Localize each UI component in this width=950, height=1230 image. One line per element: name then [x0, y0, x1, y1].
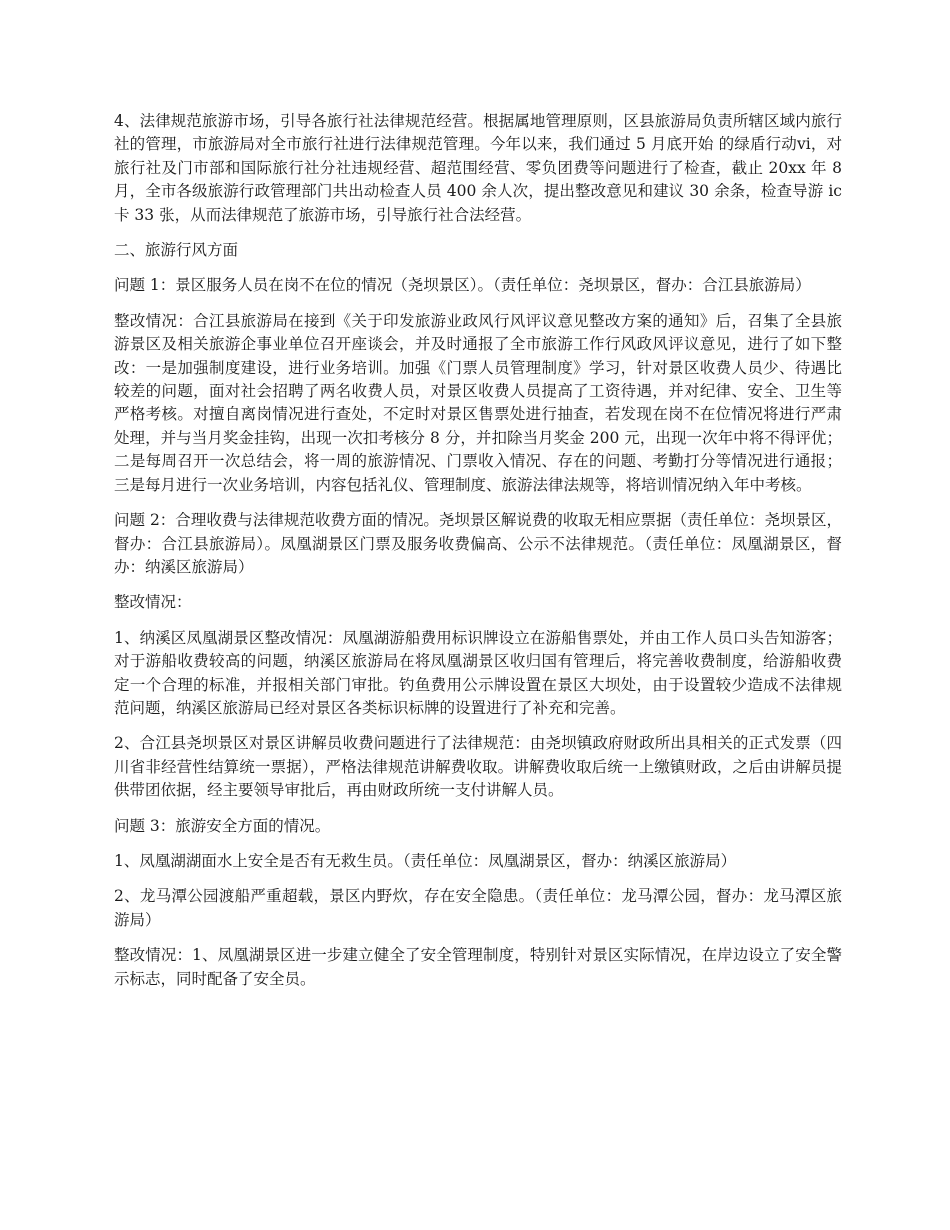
problem-3-item-1: 1、凤凰湖湖面水上安全是否有无救生员。（责任单位：凤凰湖景区，督办：纳溪区旅游局）: [114, 851, 737, 870]
rectification-3: 整改情况：1、凤凰湖景区进一步建立健全了安全管理制度，特别针对景区实际情况，在岸边设立了安全警示标志，同时配备了安全员。: [114, 946, 842, 988]
paragraph-law-regulation: 4、法律规范旅游市场，引导各旅行社法律规范经营。根据属地管理原则，区县旅游局负责所辖区域内旅行社的管理，市旅游局对全市旅行社进行法律规范管理。今年以来，我们通过 5 月底开始 的绿盾行动vi，对旅行社及门市部和国际旅行社分社违规经营、超范围经营、零负团费等问题进行了检查，截止 20xx 年 8 月，全市各级旅游行政管理部门共出动检查人员 400 余人次，提出整改意见和建议 30 余条，检查导游 ic 卡 33 张，从而法律规范了旅游市场，引导旅行社合法经营。: [114, 112, 842, 224]
problem-2: 问题 2：合理收费与法律规范收费方面的情况。尧坝景区解说费的收取无相应票据（责任单位：尧坝景区，督办：合江县旅游局）。凤凰湖景区门票及服务收费偏高、公示不法律规范。（责任单位：凤凰湖景区，督办：纳溪区旅游局）: [114, 511, 842, 576]
rectification-1: 整改情况：合江县旅游局在接到《关于印发旅游业政风行风评议意见整改方案的通知》后，召集了全县旅游景区及相关旅游企事业单位召开座谈会，并及时通报了全市旅游工作行风政风评议意见，进行了如下整改：一是加强制度建设，进行业务培训。加强《门票人员管理制度》学习，针对景区收费人员少、待遇比较差的问题，面对社会招聘了两名收费人员，对景区收费人员提高了工资待遇，并对纪律、安全、卫生等严格考核。对擅自离岗情况进行查处，不定时对景区售票处进行抽查，若发现在岗不在位情况将进行严肃处理，并与当月奖金挂钩，出现一次扣考核分 8 分，并扣除当月奖金 200 元，出现一次年中将不得评优；二是每周召开一次总结会，将一周的旅游情况、门票收入情况、存在的问题、考勤打分等情况进行通报；三是每月进行一次业务培训，内容包括礼仪、管理制度、旅游法律法规等，将培训情况纳入年中考核。: [114, 311, 842, 494]
rectification-2-item-2: 2、合江县尧坝景区对景区讲解员收费问题进行了法律规范：由尧坝镇政府财政所出具相关的正式发票（四川省非经营性结算统一票据），严格法律规范讲解费收取。讲解费收取后统一上缴镇财政，之后由讲解员提供带团依据，经主要领导审批后，再由财政所统一支付讲解人员。: [114, 734, 842, 800]
section-heading-tourism-conduct: 二、旅游行风方面: [114, 241, 239, 260]
document-body: [114, 110, 842, 1003]
rectification-2-item-1: 1、纳溪区凤凰湖景区整改情况：凤凰湖游船费用标识牌设立在游船售票处，并由工作人员口头告知游客；对于游船收费较高的问题，纳溪区旅游局在将凤凰湖景区收归国有管理后，将完善收费制度，给游船收费定一个合理的标准，并报相关部门审批。钓鱼费用公示牌设置在景区大坝处，由于设置较少造成不法律规范问题，纳溪区旅游局已经对景区各类标识标牌的设置进行了补充和完善。: [114, 628, 842, 717]
problem-3-item-2: 2、龙马潭公园渡船严重超载，景区内野炊，存在安全隐患。（责任单位：龙马潭公园，督办：龙马潭区旅游局）: [114, 887, 842, 929]
problem-1: 问题 1：景区服务人员在岗不在位的情况（尧坝景区）。（责任单位：尧坝景区，督办：合江县旅游局）: [114, 276, 811, 295]
rectification-2-heading: 整改情况：: [114, 593, 192, 612]
problem-3: 问题 3：旅游安全方面的情况。: [114, 816, 331, 835]
